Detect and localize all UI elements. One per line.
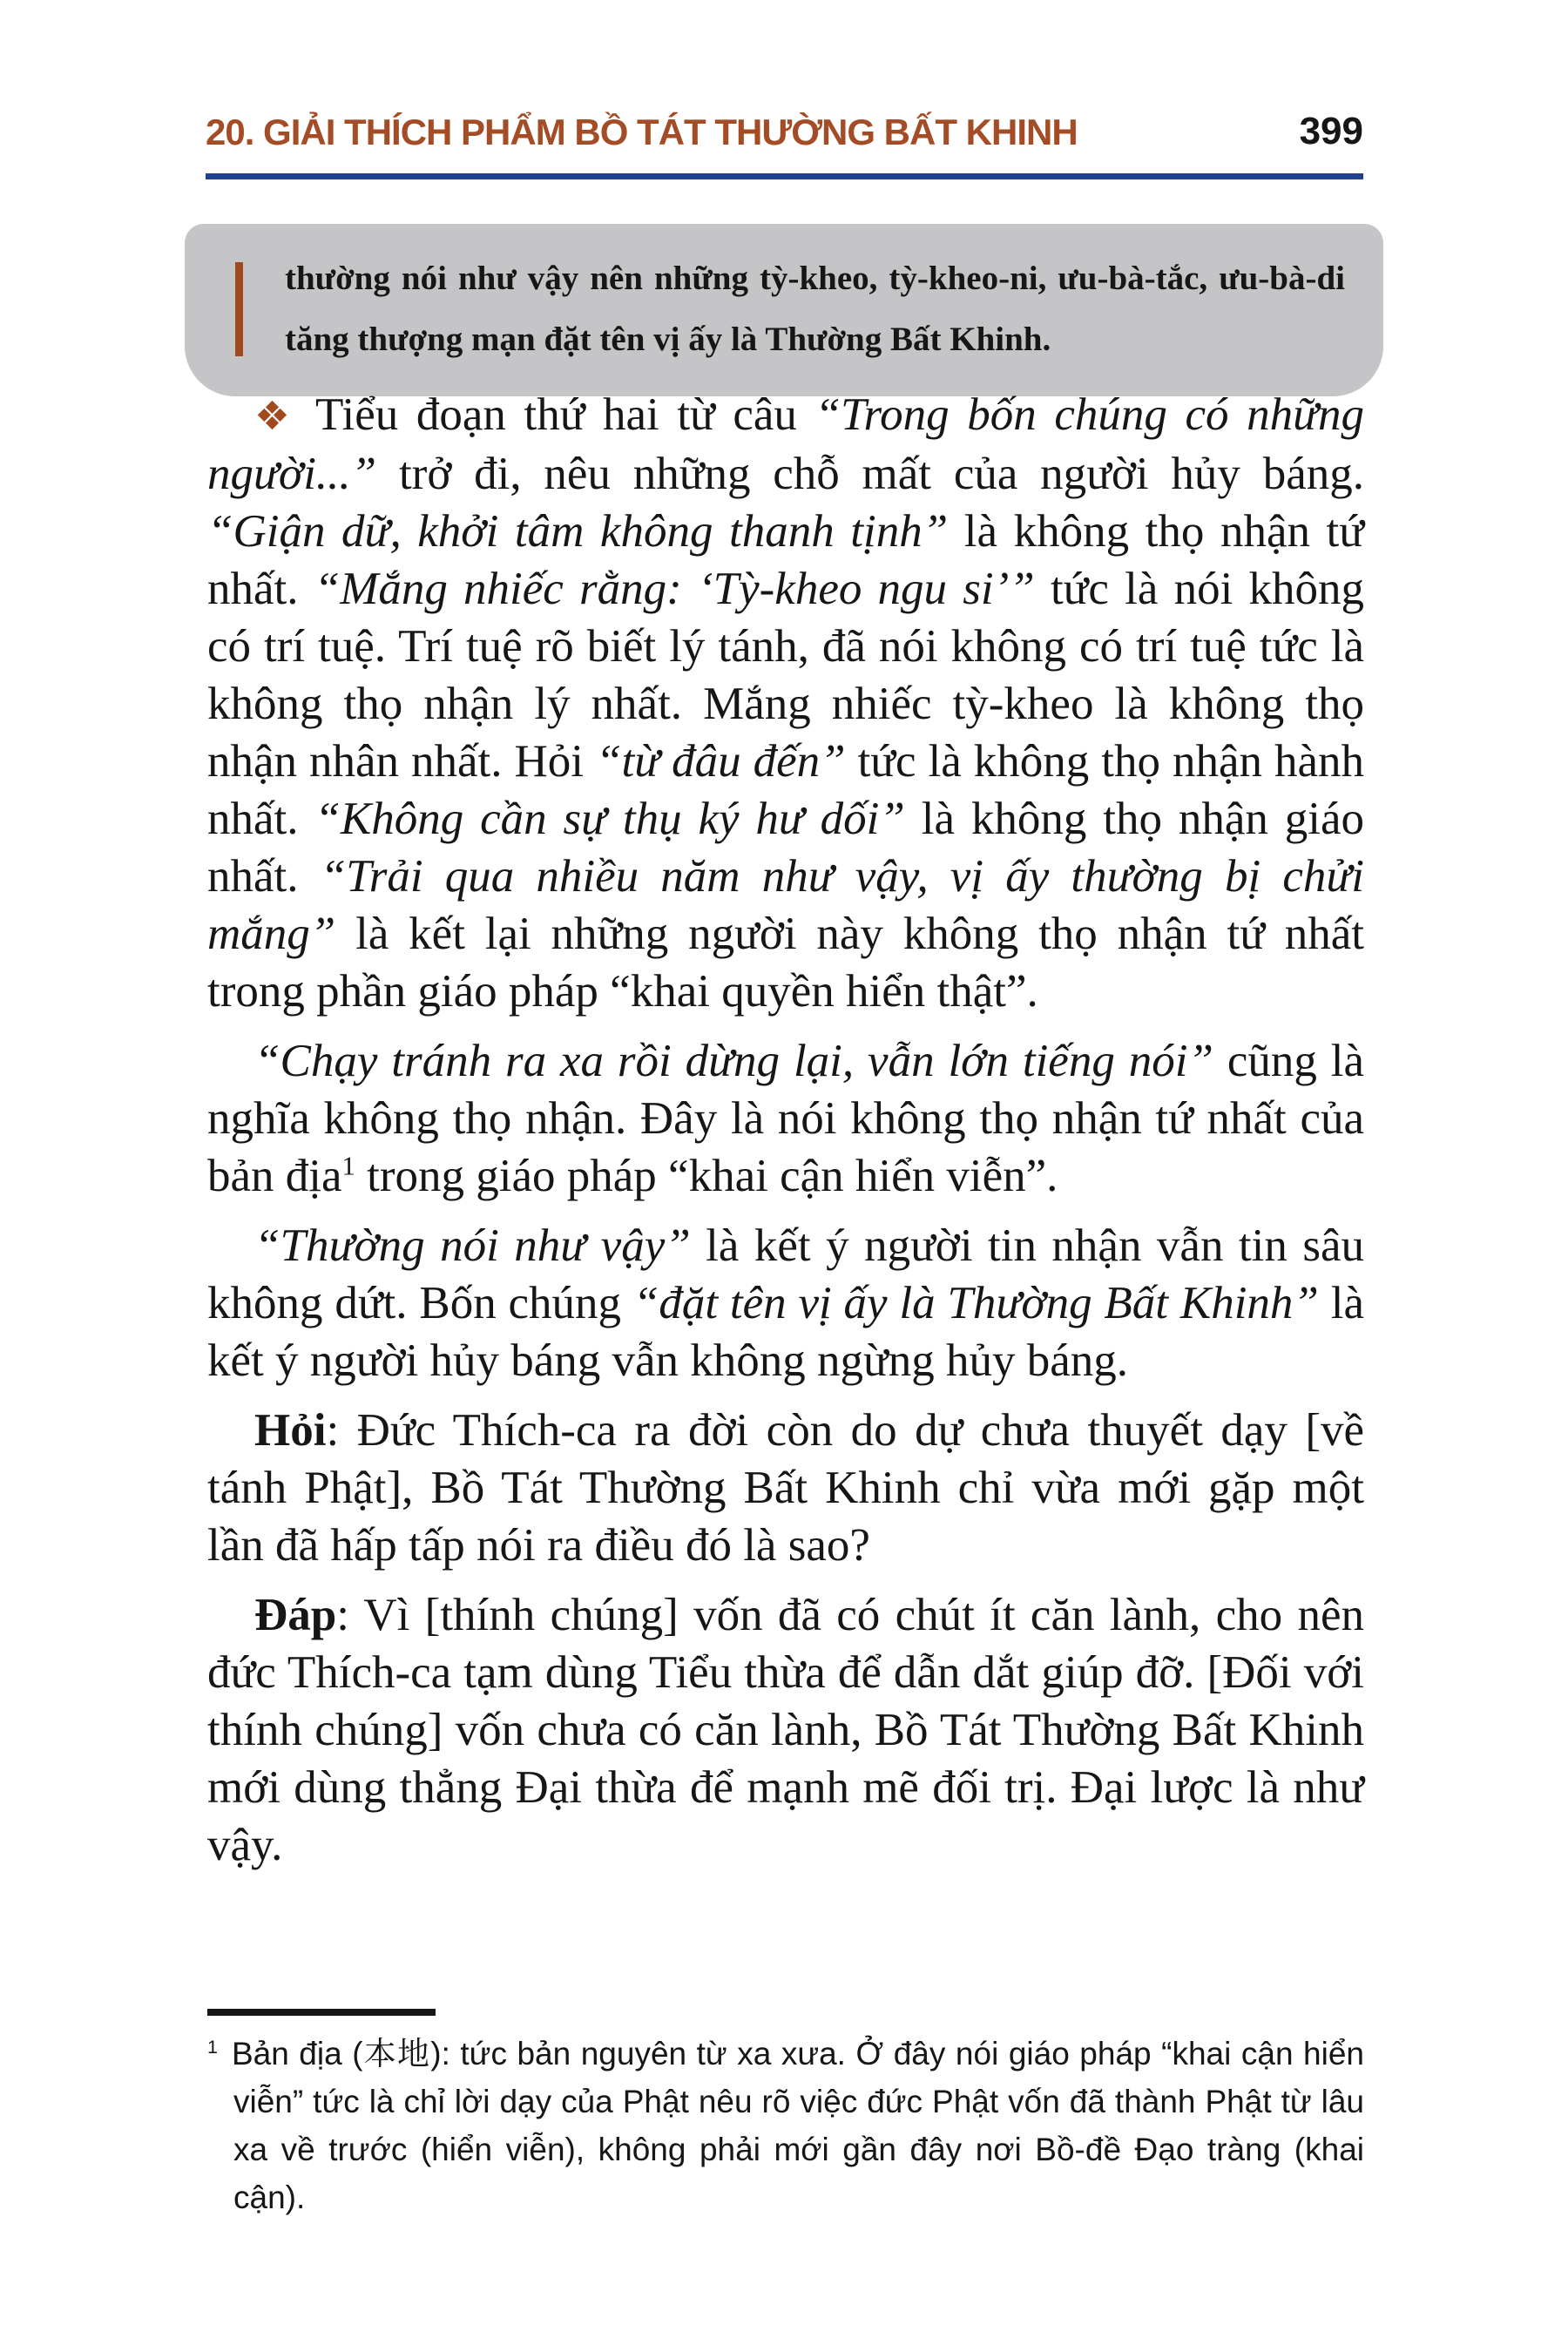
- text-segment: tức là nói không có trí tuệ. Trí tuệ rõ biết lý tánh, đã nói không có trí tuệ tức là không thọ nhận lý nhất. Mắng nhiếc tỳ-kheo là không thọ nhận nhân nhất. Hỏi: [207, 564, 1365, 787]
- text-segment: “Trải qua nhiều năm như vậy, vị ấy thường bị chửi mắng”: [207, 851, 1365, 959]
- running-header: [206, 110, 1363, 153]
- text-segment: “Giận dữ, khởi tâm không thanh tịnh”: [207, 506, 949, 557]
- text-segment: “Không cần sự thụ ký hư dối”: [314, 794, 905, 844]
- text-segment: “Trong bốn chúng có những người...”: [207, 389, 1364, 499]
- text-segment: “đặt tên vị ấy là Thường Bất Khinh”: [632, 1278, 1319, 1328]
- footnote-marker: 1: [207, 2036, 218, 2058]
- text-segment: là không thọ nhận tứ nhất.: [207, 506, 1365, 614]
- text-segment: Bản địa (本地): tức bản nguyên từ xa xưa. Ở đây nói giáo pháp “khai cận hiển viễn” tức là chỉ lời dạy của Phật nêu rõ việc đức Phật vốn đã thành Phật từ lâu xa về trước (hiển viễn), không phải mới gần đây nơi Bồ-đề Đạo tràng (khai cận).: [231, 2036, 1364, 2215]
- paragraph: [207, 1032, 1364, 1205]
- header-rule: [206, 173, 1363, 179]
- text-segment: Hỏi: [254, 1405, 327, 1456]
- paragraph: [207, 1402, 1364, 1574]
- paragraph: [207, 1586, 1364, 1874]
- text-segment: “Chạy tránh ra xa rồi dừng lại, vẫn lớn tiếng nói”: [254, 1036, 1213, 1086]
- footnote-block: [207, 2009, 1364, 2221]
- text-segment: tức là không thọ nhận hành nhất.: [207, 736, 1365, 844]
- quote-text: thường nói như vậy nên những tỳ-kheo, tỳ-kheo-ni, ưu-bà-tắc, ưu-bà-di tăng thượng mạn đặt tên vị ấy là Thường Bất Khinh.: [285, 260, 1345, 358]
- text-segment: trở đi, nêu những chỗ mất của người hủy báng.: [376, 449, 1364, 499]
- paragraph: [207, 1217, 1364, 1389]
- text-segment: là kết lại những người này không thọ nhận tứ nhất trong phần giáo pháp “khai quyền hiển thật”.: [207, 909, 1364, 1017]
- text-segment: “từ đâu đến”: [596, 736, 846, 787]
- diamond-bullet-icon: ❖: [254, 393, 316, 439]
- footnote-separator: [207, 2009, 436, 2016]
- quote-box: [185, 224, 1383, 396]
- text-segment: “Thường nói như vậy”: [254, 1220, 691, 1271]
- footnote-reference: 1: [341, 1151, 355, 1181]
- chapter-title: 20. GIẢI THÍCH PHẨM BỒ TÁT THƯỜNG BẤT KHINH: [206, 112, 1078, 152]
- text-segment: cũng là nghĩa không thọ nhận. Đây là nói không thọ nhận tứ nhất của bản địa: [207, 1036, 1364, 1201]
- text-segment: “Mắng nhiếc rằng: ‘Tỳ-kheo ngu si’”: [314, 564, 1035, 614]
- page-number: 399: [1299, 110, 1363, 152]
- text-segment: Tiểu đoạn thứ hai từ câu: [315, 389, 815, 440]
- text-segment: là không thọ nhận giáo nhất.: [207, 794, 1365, 902]
- text-segment: là kết ý người hủy báng vẫn không ngừng hủy báng.: [207, 1278, 1364, 1386]
- body-text: [207, 386, 1364, 1886]
- text-segment: : Vì [thính chúng] vốn đã có chút ít căn lành, cho nên đức Thích-ca tạm dùng Tiểu thừa để dẫn dắt giúp đỡ. [Đối với thính chúng] vốn chưa có căn lành, Bồ Tát Thường Bất Khinh mới dùng thẳng Đại thừa để mạnh mẽ đối trị. Đại lược là như vậy.: [207, 1590, 1364, 1870]
- quote-accent-bar: [235, 262, 243, 356]
- footnote-text: [207, 2030, 1364, 2221]
- paragraph: [207, 386, 1364, 1020]
- text-segment: : Đức Thích-ca ra đời còn do dự chưa thuyết dạy [về tánh Phật], Bồ Tát Thường Bất Khinh chỉ vừa mới gặp một lần đã hấp tấp nói ra điều đó là sao?: [207, 1405, 1364, 1571]
- text-segment: Đáp: [254, 1590, 337, 1640]
- text-segment: trong giáo pháp “khai cận hiển viễn”.: [355, 1151, 1058, 1201]
- text-segment: là kết ý người tin nhận vẫn tin sâu không dứt. Bốn chúng: [207, 1220, 1364, 1328]
